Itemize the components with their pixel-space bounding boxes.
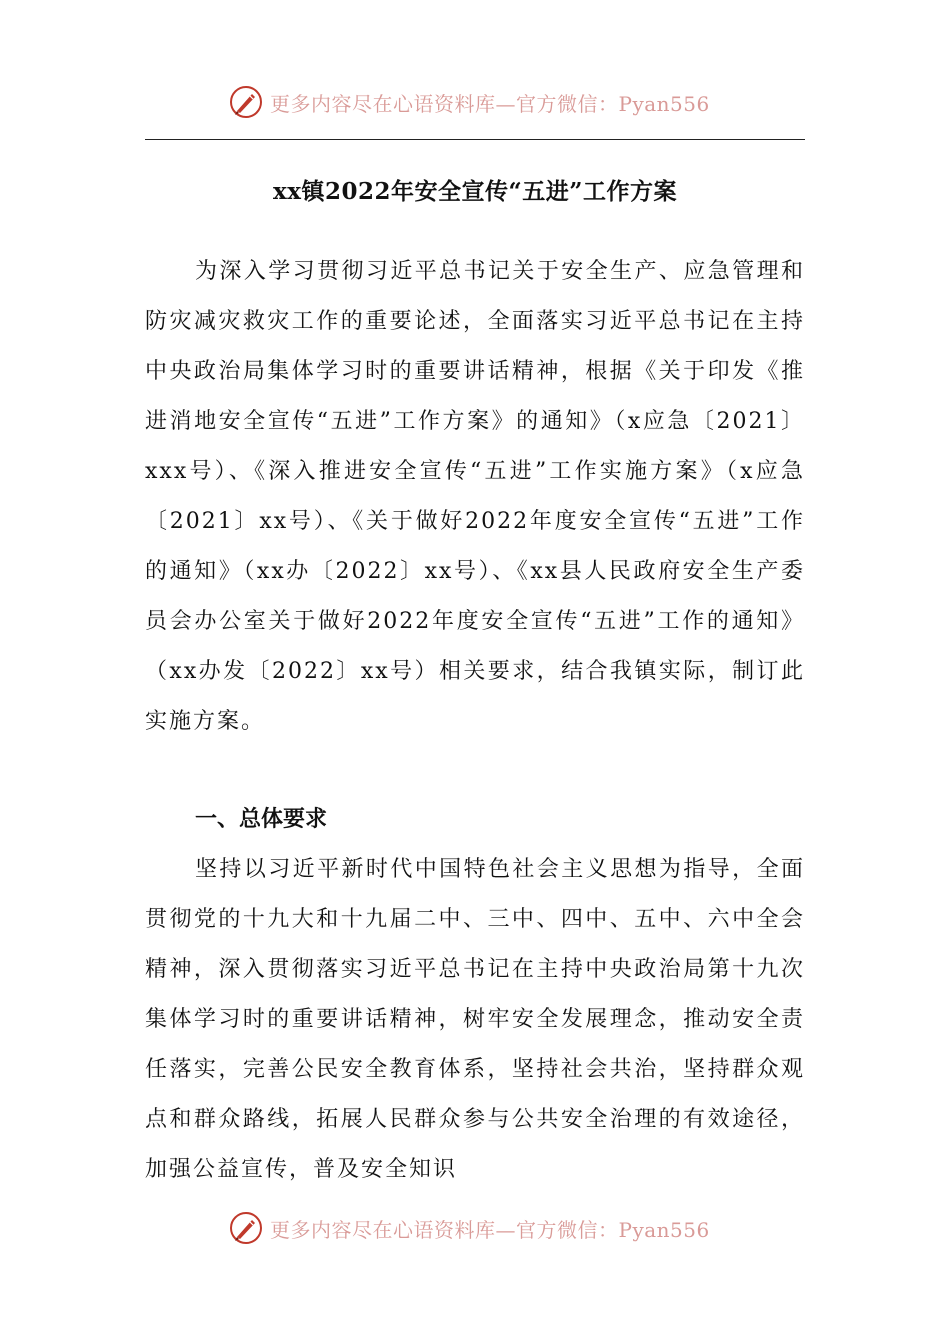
intro-paragraph: 为深入学习贯彻习近平总书记关于安全生产、应急管理和防灾减灾救灾工作的重要论述，全面落实习近平总书记在主持中央政治局集体学习时的重要讲话精神，根据《关于印发《推进消地安全宣传“五进”工作方案》的通知》（x应急〔2021〕xxx号）、《深入推进安全宣传“五进”工作实施方案》（x应急〔2021〕xx号）、《关于做好2022年度安全宣传“五进”工作的通知》（xx办〔2022〕xx号）、《xx县人民政府安全生产委员会办公室关于做好2022年度安全宣传“五进”工作的通知》（xx办发〔2022〕xx号）相关要求，结合我镇实际，制订此实施方案。: [145, 259, 805, 734]
footer-banner: [228, 1208, 710, 1248]
document-title: xx镇2022年安全宣传“五进”工作方案: [273, 178, 677, 205]
quill-pen-logo-icon: [228, 84, 264, 120]
header-banner: [228, 82, 710, 122]
section-heading: 一、总体要求: [195, 807, 328, 832]
banner-text: 更多内容尽在心语资料库—官方微信：Pyan556: [270, 91, 710, 116]
section-paragraph: 坚持以习近平新时代中国特色社会主义思想为指导，全面贯彻党的十九大和十九届二中、三中、四中、五中、六中全会精神，深入贯彻落实习近平总书记在主持中央政治局第十九次集体学习时的重要讲话精神，树牢安全发展理念，推动安全责任落实，完善公民安全教育体系，坚持社会共治，坚持群众观点和群众路线，拓展人民群众参与公共安全治理的有效途径，加强公益宣传，普及安全知识: [145, 857, 805, 1182]
banner-text: 更多内容尽在心语资料库—官方微信：Pyan556: [270, 1217, 710, 1242]
header-divider: [145, 139, 805, 140]
quill-pen-logo-icon: [228, 1210, 264, 1246]
